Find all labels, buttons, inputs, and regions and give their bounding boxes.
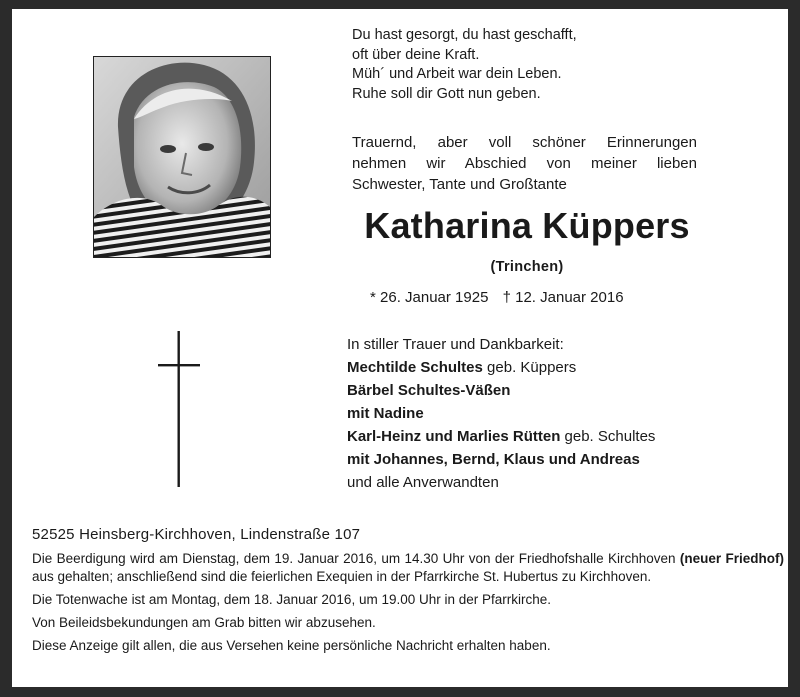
portrait-photo [93,56,271,258]
deceased-nickname: (Trinchen) [490,259,564,275]
mourner-suffix: geb. Schultes [560,428,656,445]
mourner-line: Bärbel Schultes-Väßen [347,382,511,399]
portrait-image [94,57,270,257]
funeral-text: aus gehalten; anschließend sind die feierlichen Exequien in der Pfarrkirche St. Hubertus zu Kirchhoven. [32,569,652,584]
poem-line: oft über deine Kraft. [352,46,480,63]
funeral-info [32,550,784,660]
address: 52525 Heinsberg-Kirchhoven, Lindenstraße 107 [32,526,361,543]
funeral-text: Die Beerdigung wird am Dienstag, dem 19. Januar 2016, um 14.30 Uhr von der Friedhofshalle Kirchhoven [32,551,680,566]
funeral-details [32,550,784,586]
mourner-line [347,425,655,448]
cross-icon [158,331,200,487]
funeral-location-note: (neuer Friedhof) [679,551,784,566]
mourner-line: mit Johannes, Bernd, Klaus und Andreas [347,451,640,468]
poem [352,26,577,104]
intro-line: Schwester, Tante und Großtante [352,176,567,193]
mourner-suffix: geb. Küppers [482,359,577,376]
poem-line: Du hast gesorgt, du hast geschafft, [352,27,577,43]
mourner-name: Karl-Heinz und Marlies Rütten [347,428,561,445]
poem-line: Ruhe soll dir Gott nun geben. [352,85,541,102]
intro-line: nehmen wir Abschied von meiner lieben [352,155,697,172]
wake-details: Die Totenwache ist am Montag, dem 18. Januar 2016, um 19.00 Uhr in der Pfarrkirche. [32,592,552,607]
intro-line: Trauernd, aber voll schöner Erinnerungen [352,134,697,151]
condolence-note: Von Beileidsbekundungen am Grab bitten wir abzusehen. [32,615,376,630]
intro-text [352,132,697,174]
deceased-name: Katharina Küppers [364,205,690,246]
mourner-line: und alle Anverwandten [347,474,499,491]
mourner-line: mit Nadine [347,405,424,422]
poem-line: Müh´ und Arbeit war dein Leben. [352,66,562,82]
mourners-heading: In stiller Trauer und Dankbarkeit: [347,336,564,353]
mourner-line [347,356,655,379]
mourner-name: Mechtilde Schultes [347,359,483,376]
mourners-list [347,333,655,494]
life-dates [370,289,634,306]
birth-date: * 26. Januar 1925 [370,289,489,306]
death-date: † 12. Januar 2016 [502,289,624,306]
notice-note: Diese Anzeige gilt allen, die aus Versehen keine persönliche Nachricht erhalten haben. [32,638,551,653]
